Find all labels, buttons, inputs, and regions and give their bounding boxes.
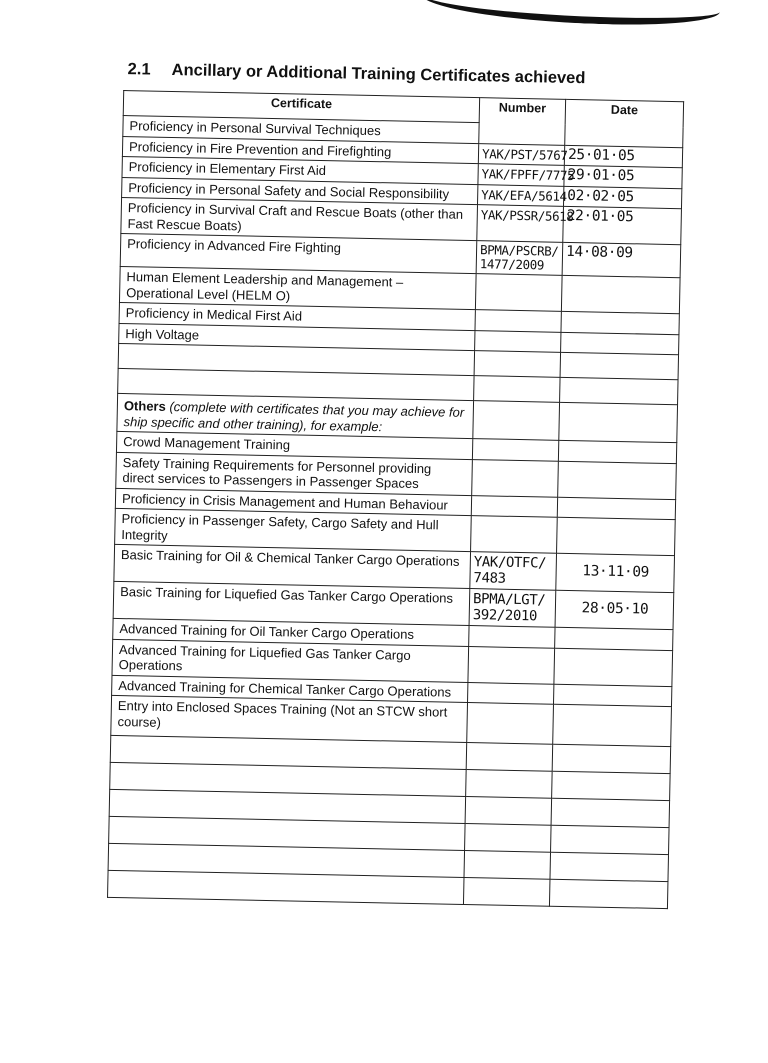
number-cell [466,770,553,799]
certificate-cell: Proficiency in Passenger Safety, Cargo Safety and Hull Integrity [115,508,472,551]
number-cell: BPMA/PSCRB/1477/2009 [476,241,563,276]
number-cell: YAK/FPFF/7775 [478,164,564,186]
certificate-cell [108,870,464,904]
number-cell [468,682,554,704]
others-note: (complete with certificates that you may achieve for ship specific and other training), for example: [123,398,465,434]
certificate-cell: Advanced Training for Liquefied Gas Tanker Cargo Operations [112,639,469,682]
date-cell [557,517,676,555]
date-cell [561,275,680,313]
date-cell [561,332,679,355]
certificate-cell: Proficiency in Personal Survival Techniques [123,115,479,143]
certificate-column-header: Certificate [123,91,479,123]
certificate-cell: High Voltage [119,323,475,351]
number-cell [472,439,558,461]
certificate-cell: Basic Training for Oil & Chemical Tanker Cargo Operations [114,544,471,588]
number-cell [463,877,550,906]
number-cell [475,310,561,332]
certificate-cell: Advanced Training for Oil Tanker Cargo Operations [113,618,469,646]
number-cell: YAK/PSSR/5618 [477,205,564,243]
date-cell [553,704,672,746]
number-cell [466,743,553,772]
number-cell: YAK/OTFC/7483 [470,552,557,591]
number-cell [469,626,555,648]
certificate-cell: Proficiency in Crisis Management and Human Behaviour [115,488,471,516]
section-heading [127,60,585,88]
number-column-header: Number [479,98,565,125]
number-cell: BPMA/LGT/392/2010 [469,589,556,628]
page-top-shadow [419,0,720,28]
number-cell [473,401,560,441]
date-cell [561,311,679,334]
date-cell: 25·01·05 [564,145,682,168]
certificate-cell: Proficiency in Medical First Aid [119,302,475,330]
certificate-cell: Crowd Management Training [116,431,472,459]
date-cell: 22·01·05 [563,206,682,244]
date-cell: 29·01·05 [564,165,682,188]
section-title: Ancillary or Additional Training Certificates achieved [171,60,586,88]
number-cell [471,495,557,517]
certificate-cell: Proficiency in Advanced Fire Fighting [120,233,477,273]
certificate-cell: Safety Training Requirements for Personnel providing direct services to Passengers in Passenger Spaces [116,452,473,495]
number-cell [475,330,561,352]
number-cell [465,824,552,853]
date-cell [551,798,670,827]
date-cell: 13·11·09 [556,553,675,592]
date-cell [550,852,669,881]
date-cell [565,124,683,147]
number-cell [471,516,558,554]
date-cell [560,352,678,379]
document-page [104,52,690,1063]
certificate-cell: Proficiency in Survival Craft and Rescue Boats (other than Fast Rescue Boats) [121,197,478,240]
number-cell: YAK/PST/5767 [478,143,564,165]
date-cell [557,497,675,520]
number-cell [474,351,560,378]
certificate-cell: Proficiency in Elementary First Aid [122,156,478,184]
date-cell [558,440,676,463]
date-column-header: Date [565,99,683,126]
date-cell: 02·02·05 [563,186,681,209]
certificate-cell: Human Element Leadership and Management – Operational Level (HELM O) [119,266,476,309]
certificate-cell: Advanced Training for Chemical Tanker Cargo Operations [112,675,468,703]
others-label: Others [123,398,166,414]
number-cell [472,459,559,497]
number-cell [465,797,552,826]
section-number: 2.1 [127,60,151,79]
date-cell [558,461,677,499]
number-cell: YAK/EFA/5614 [478,184,564,206]
date-cell: 14·08·09 [562,242,681,277]
number-cell [474,376,560,403]
number-cell [479,123,565,145]
certificate-cell: Entry into Enclosed Spaces Training (Not an STCW short course) [111,695,468,742]
date-cell [554,648,673,686]
number-cell [468,646,555,684]
number-cell [475,274,562,312]
date-cell [555,627,673,650]
date-cell [553,684,671,707]
certificate-cell: Basic Training for Liquefied Gas Tanker Cargo Operations [113,581,470,625]
date-cell: 28·05·10 [555,590,674,629]
date-cell [551,825,670,854]
date-cell [559,402,678,442]
number-cell [464,850,551,879]
date-cell [552,744,671,773]
certificate-cell: Proficiency in Personal Safety and Social Responsibility [122,177,478,205]
date-cell [552,771,671,800]
certificates-table [107,90,684,909]
date-cell [549,879,668,908]
date-cell [560,377,678,404]
certificate-cell: Proficiency in Fire Prevention and Firefighting [122,136,478,164]
number-cell [467,703,554,745]
